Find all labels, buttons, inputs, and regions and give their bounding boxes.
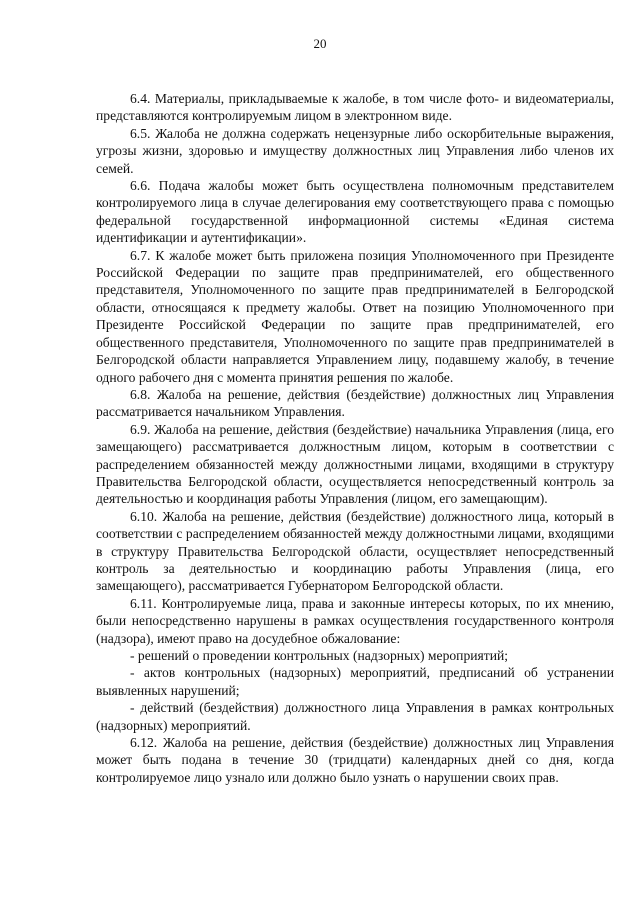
paragraph-6-11: 6.11. Контролируемые лица, права и законные интересы которых, по их мнению, были непосредственно нарушены в рамках осуществления государственного контроля (надзора), имеют право на досудебное обжалование: (96, 595, 614, 646)
paragraph-6-6: 6.6. Подача жалобы может быть осуществлена полномочным представителем контролируемого лица в случае делегирования ему соответствующего права с помощью федеральной государственной информационной системы «Единая система идентификации и аутентификации». (96, 178, 614, 246)
paragraph-6-12: 6.12. Жалоба на решение, действия (бездействие) должностных лиц Управления может быть подана в течение 30 (тридцати) календарных дней со дня, когда контролируемое лицо узнало или должно было узнать о нарушении своих прав. (96, 735, 614, 785)
list-item: - действий (бездействия) должностного лица Управления в рамках контрольных (надзорных) мероприятий. (96, 700, 614, 733)
page-number: 20 (313, 36, 327, 51)
document-body (96, 90, 614, 786)
paragraph-6-4: 6.4. Материалы, прикладываемые к жалобе, в том числе фото- и видеоматериалы, представляются контролируемым лицом в электронном виде. (96, 91, 614, 124)
paragraph-6-5: 6.5. Жалоба не должна содержать нецензурные либо оскорбительные выражения, угрозы жизни, здоровью и имуществу должностных лиц Управления либо членов их семей. (96, 125, 614, 176)
list-item: - актов контрольных (надзорных) мероприятий, предписаний об устранении выявленных нарушений; (96, 665, 614, 698)
paragraph-6-10: 6.10. Жалоба на решение, действия (бездействие) должностного лица, который в соответствии с распределением обязанностей между должностными лицами, входящими в структуру Правительства Белгородской области, осуществляет непосредственный контроль за деятельностью и координацию работы Управления (лица, его замещающего), рассматривается Губернатором Белгородской области. (96, 508, 614, 594)
paragraph-6-9: 6.9. Жалоба на решение, действия (бездействие) начальника Управления (лица, его замещающего) рассматривается должностным лицом, которым в соответствии с распределением обязанностей между должностными лицами, входящими в структуру Правительства Белгородской области, осуществляется непосредственный контроль за деятельностью и координация работы Управления (лицом, его замещающим). (96, 421, 614, 507)
paragraph-6-8: 6.8. Жалоба на решение, действия (бездействие) должностных лиц Управления рассматривается начальником Управления. (96, 386, 614, 420)
paragraph-6-7: 6.7. К жалобе может быть приложена позиция Уполномоченного при Президенте Российской Федерации по защите прав предпринимателей, его общественного представителя, Уполномоченного по защите прав предпринимателей в Белгородской области, относящаяся к предмету жалобы. Ответ на позицию Уполномоченного при Президенте Российской Федерации по защите прав предпринимателей, его общественного представителя, Уполномоченного по защите прав предпринимателей в Белгородской области направляется Управлением лицу, подавшему жалобу, в течение одного рабочего дня с момента принятия решения по жалобе. (96, 247, 614, 385)
list-item: - решений о проведении контрольных (надзорных) мероприятий; (130, 648, 509, 663)
